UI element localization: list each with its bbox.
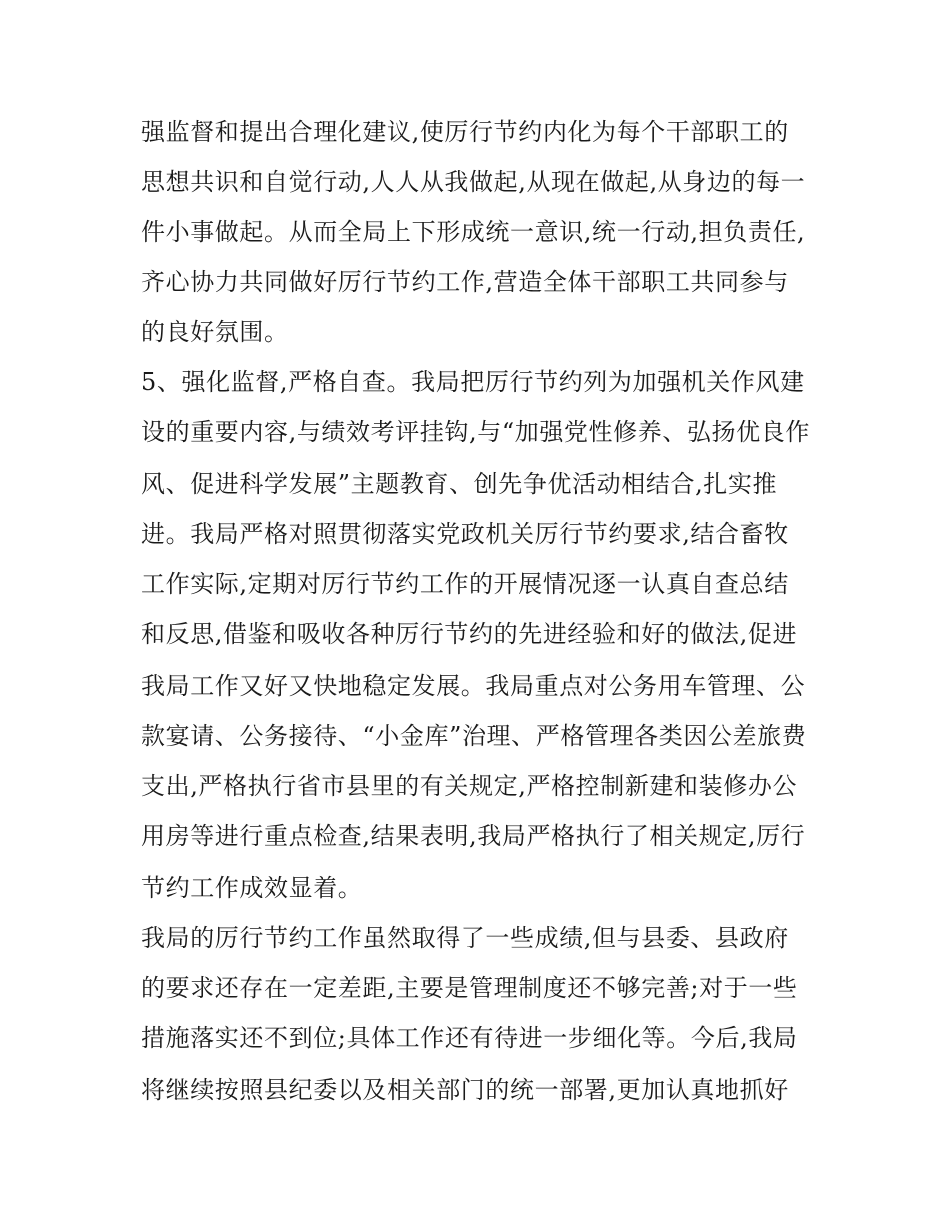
text-line: 强监督和提出合理化建议,使厉行节约内化为每个干部职工的 <box>141 118 789 146</box>
text-line: 和反思,借鉴和吸收各种厉行节约的先进经验和好的做法,促进 <box>141 620 798 648</box>
text-line: 工作实际,定期对厉行节约工作的开展情况逐一认真自查总结 <box>141 570 789 598</box>
text-line: 设的重要内容,与绩效考评挂钩,与“加强党性修养、弘扬优良作 <box>141 418 810 446</box>
text-line: 我局的厉行节约工作虽然取得了一些成绩,但与县委、县政府 <box>141 924 789 952</box>
text-line: 的要求还存在一定差距,主要是管理制度还不够完善;对于一些 <box>141 974 798 1002</box>
text-line: 款宴请、公务接待、“小金库”治理、严格管理各类因公差旅费 <box>141 722 807 750</box>
text-line: 节约工作成效显着。 <box>141 874 363 902</box>
text-line: 支出,严格执行省市县里的有关规定,严格控制新建和装修办公 <box>141 772 798 800</box>
text-line: 我局工作又好又快地稳定发展。我局重点对公务用车管理、公 <box>141 672 806 700</box>
text-line: 齐心协力共同做好厉行节约工作,营造全体干部职工共同参与 <box>141 268 789 296</box>
text-line: 件小事做起。从而全局上下形成统一意识,统一行动,担负责任, <box>141 218 806 246</box>
text-line: 将继续按照县纪委以及相关部门的统一部署,更加认真地抓好 <box>141 1076 789 1104</box>
text-line: 措施落实还不到位;具体工作还有待进一步细化等。今后,我局 <box>141 1024 798 1052</box>
text-line: 的良好氛围。 <box>141 318 289 346</box>
text-line: 进。我局严格对照贯彻落实党政机关厉行节约要求,结合畜牧 <box>141 520 789 548</box>
text-line: 风、促进科学发展”主题教育、创先争优活动相结合,扎实推 <box>141 470 778 498</box>
text-line: 用房等进行重点检查,结果表明,我局严格执行了相关规定,厉行 <box>141 822 806 850</box>
text-line: 思想共识和自觉行动,人人从我做起,从现在做起,从身边的每一 <box>141 168 806 196</box>
text-line: 5、强化监督,严格自查。我局把厉行节约列为加强机关作风建 <box>141 368 805 396</box>
